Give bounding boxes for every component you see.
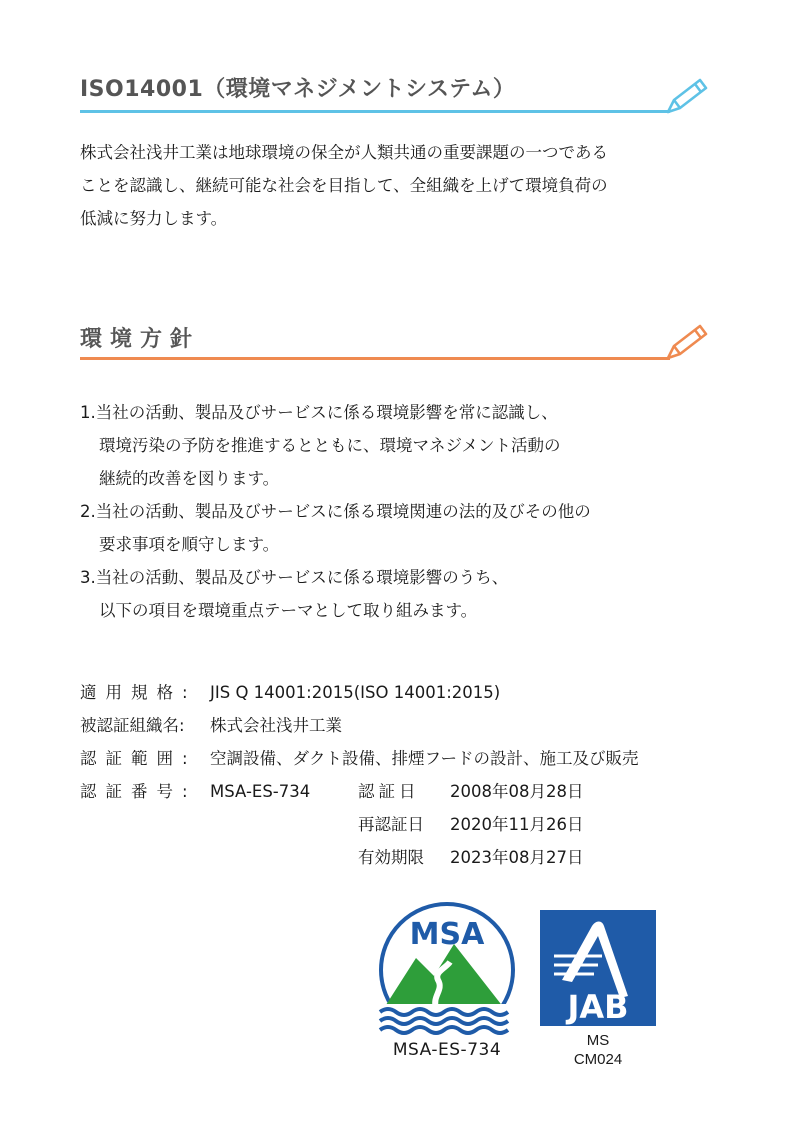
pencil-icon: [660, 320, 712, 362]
cert-label: 被認証組織名:: [80, 716, 185, 735]
date-label: 再認証日: [358, 815, 424, 834]
cert-value: MSA-ES-734: [210, 782, 311, 801]
section-title-iso14001: ISO14001（環境マネジメントシステム）: [80, 77, 516, 102]
date-value: 2020年11月26日: [450, 815, 584, 834]
intro-line: 低減に努力します。: [80, 209, 228, 228]
date-row: [358, 808, 583, 841]
policy-line: 環境汚染の予防を推進するとともに、環境マネジメント活動の: [99, 436, 561, 455]
policy-line: 2.当社の活動、製品及びサービスに係る環境関連の法的及びその他の: [80, 502, 591, 521]
msa-logo-text: MSA: [409, 917, 485, 952]
date-row: [358, 775, 583, 808]
date-value: 2023年08月27日: [450, 848, 584, 867]
date-row: [358, 841, 583, 874]
policy-line: 継続的改善を図ります。: [99, 469, 280, 488]
cert-value: JIS Q 14001:2015(ISO 14001:2015): [210, 683, 501, 702]
msa-registration-code: MSA-ES-734: [392, 1040, 502, 1060]
cert-label: 適用規格:: [80, 683, 197, 702]
jab-logo-text: JAB: [567, 988, 629, 1026]
date-label: 認証日: [358, 782, 420, 801]
policy-item: [80, 561, 730, 627]
intro-line: 株式会社浅井工業は地球環境の保全が人類共通の重要課題の一つである: [80, 143, 608, 162]
policy-item: [80, 396, 730, 495]
policy-line: 3.当社の活動、製品及びサービスに係る環境影響のうち、: [80, 568, 509, 587]
date-label: 有効期限: [358, 848, 424, 867]
policy-item: [80, 495, 730, 561]
cert-label: 認証番号:: [80, 782, 197, 801]
cert-row-standard: [80, 676, 639, 709]
jab-code-line: CM024: [573, 1051, 623, 1068]
intro-paragraph: [80, 136, 720, 235]
intro-line: ことを認識し、継続可能な社会を目指して、全組織を上げて環境負荷の: [80, 176, 608, 195]
cert-row-scope: [80, 742, 639, 775]
jab-registration-code: [540, 1031, 656, 1069]
heading-underline-orange: [80, 357, 670, 360]
cert-row-organization: [80, 709, 639, 742]
pencil-icon: [660, 74, 712, 116]
jab-accreditation-logo: [540, 910, 656, 1026]
policy-line: 以下の項目を環境重点テーマとして取り組みます。: [99, 601, 478, 620]
date-value: 2008年08月28日: [450, 782, 584, 801]
policy-list: [80, 396, 730, 627]
cert-value: 株式会社浅井工業: [210, 716, 342, 735]
heading-underline-blue: [80, 110, 670, 113]
jab-code-line: MS: [586, 1032, 610, 1049]
policy-line: 要求事項を順守します。: [99, 535, 280, 554]
policy-line: 1.当社の活動、製品及びサービスに係る環境影響を常に認識し、: [80, 403, 558, 422]
section-title-environmental-policy: 環境方針: [80, 327, 201, 352]
cert-label: 認証範囲:: [80, 749, 197, 768]
certification-dates: [358, 775, 583, 874]
cert-value: 空調設備、ダクト設備、排煙フードの設計、施工及び販売: [210, 749, 639, 768]
